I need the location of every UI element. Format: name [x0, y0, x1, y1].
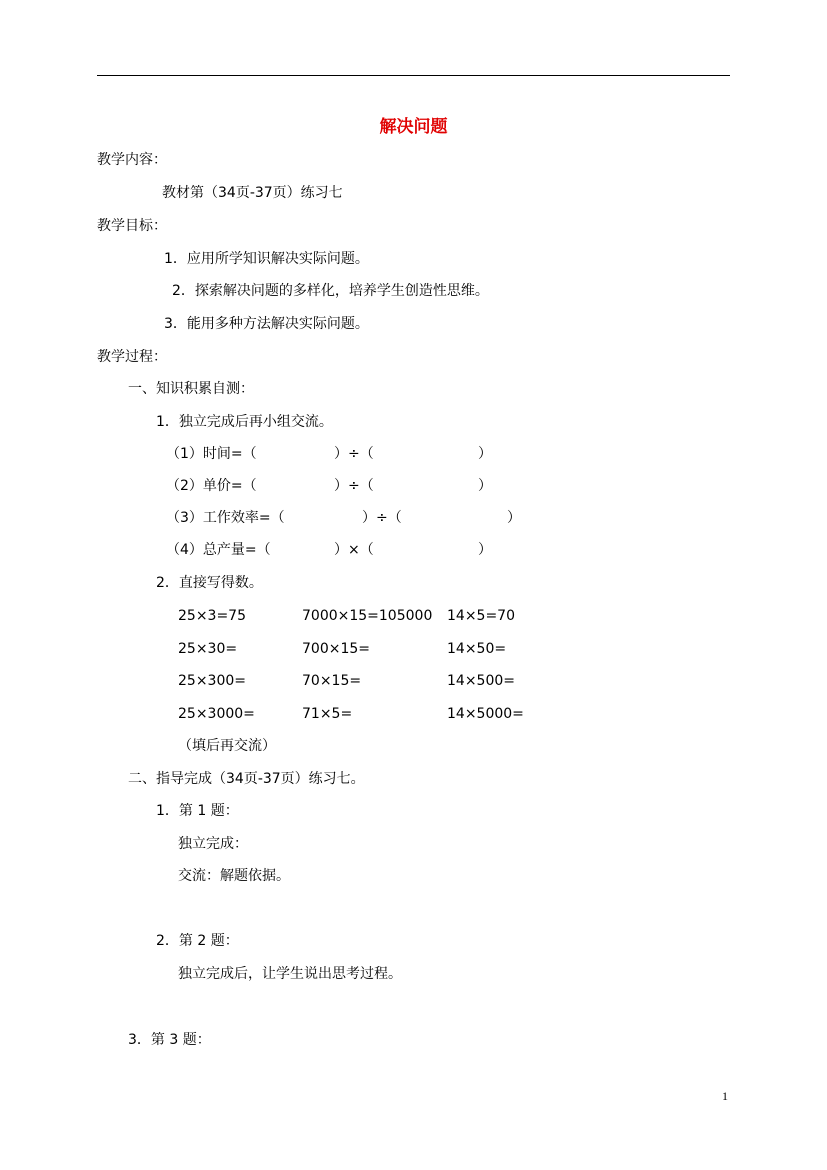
header-rule	[97, 75, 730, 76]
calc-cell: 25×3=75	[178, 608, 246, 624]
process-heading: 教学过程：	[97, 349, 167, 365]
formula-label: （1）时间=（	[166, 446, 257, 462]
formula-operator: ）×（	[334, 542, 374, 558]
content-text: 教材第（34页-37页）练习七	[162, 185, 343, 201]
part2-heading: 二、指导完成（34页-37页）练习七。	[128, 771, 365, 787]
goal-3: 3．能用多种方法解决实际问题。	[164, 316, 369, 332]
question-1-step-a: 独立完成：	[178, 836, 248, 852]
question-3: 3．第 3 题：	[128, 1032, 211, 1048]
formula-end: ）	[478, 478, 492, 494]
calc-cell: 14×500=	[447, 673, 515, 689]
calc-cell: 25×30=	[178, 641, 238, 657]
document-title: 解决问题	[379, 117, 448, 137]
goal-2: 2．探索解决问题的多样化，培养学生创造性思维。	[172, 283, 489, 299]
part1-item1: 1．独立完成后再小组交流。	[156, 414, 333, 430]
calc-cell: 7000×15=105000	[302, 608, 433, 624]
calc-cell: 14×5000=	[447, 706, 524, 722]
calc-cell: 71×5=	[302, 706, 353, 722]
question-2-step-a: 独立完成后，让学生说出思考过程。	[178, 966, 402, 982]
formula-label: （4）总产量=（	[166, 542, 271, 558]
formula-label: （3）工作效率=（	[166, 510, 285, 526]
part1-heading: 一、知识积累自测：	[128, 381, 254, 397]
calc-cell: 14×50=	[447, 641, 507, 657]
question-1-step-b: 交流：解题依据。	[178, 868, 290, 884]
goal-1: 1．应用所学知识解决实际问题。	[164, 251, 369, 267]
question-1: 1．第 1 题：	[156, 803, 239, 819]
formula-end: ）	[478, 542, 492, 558]
calc-cell: 14×5=70	[447, 608, 515, 624]
formula-operator: ）÷（	[334, 446, 374, 462]
page-number: 1	[722, 1089, 728, 1103]
calc-cell: 700×15=	[302, 641, 370, 657]
content-heading: 教学内容：	[97, 152, 167, 168]
formula-label: （2）单价=（	[166, 478, 257, 494]
part1-note: （填后再交流）	[178, 738, 276, 754]
calc-cell: 25×3000=	[178, 706, 255, 722]
formula-operator: ）÷（	[362, 510, 402, 526]
formula-end: ）	[507, 510, 521, 526]
calc-cell: 70×15=	[302, 673, 362, 689]
calc-cell: 25×300=	[178, 673, 246, 689]
question-2: 2．第 2 题：	[156, 933, 239, 949]
formula-operator: ）÷（	[334, 478, 374, 494]
formula-end: ）	[478, 446, 492, 462]
goals-heading: 教学目标：	[97, 218, 167, 234]
part1-item2: 2．直接写得数。	[156, 575, 263, 591]
